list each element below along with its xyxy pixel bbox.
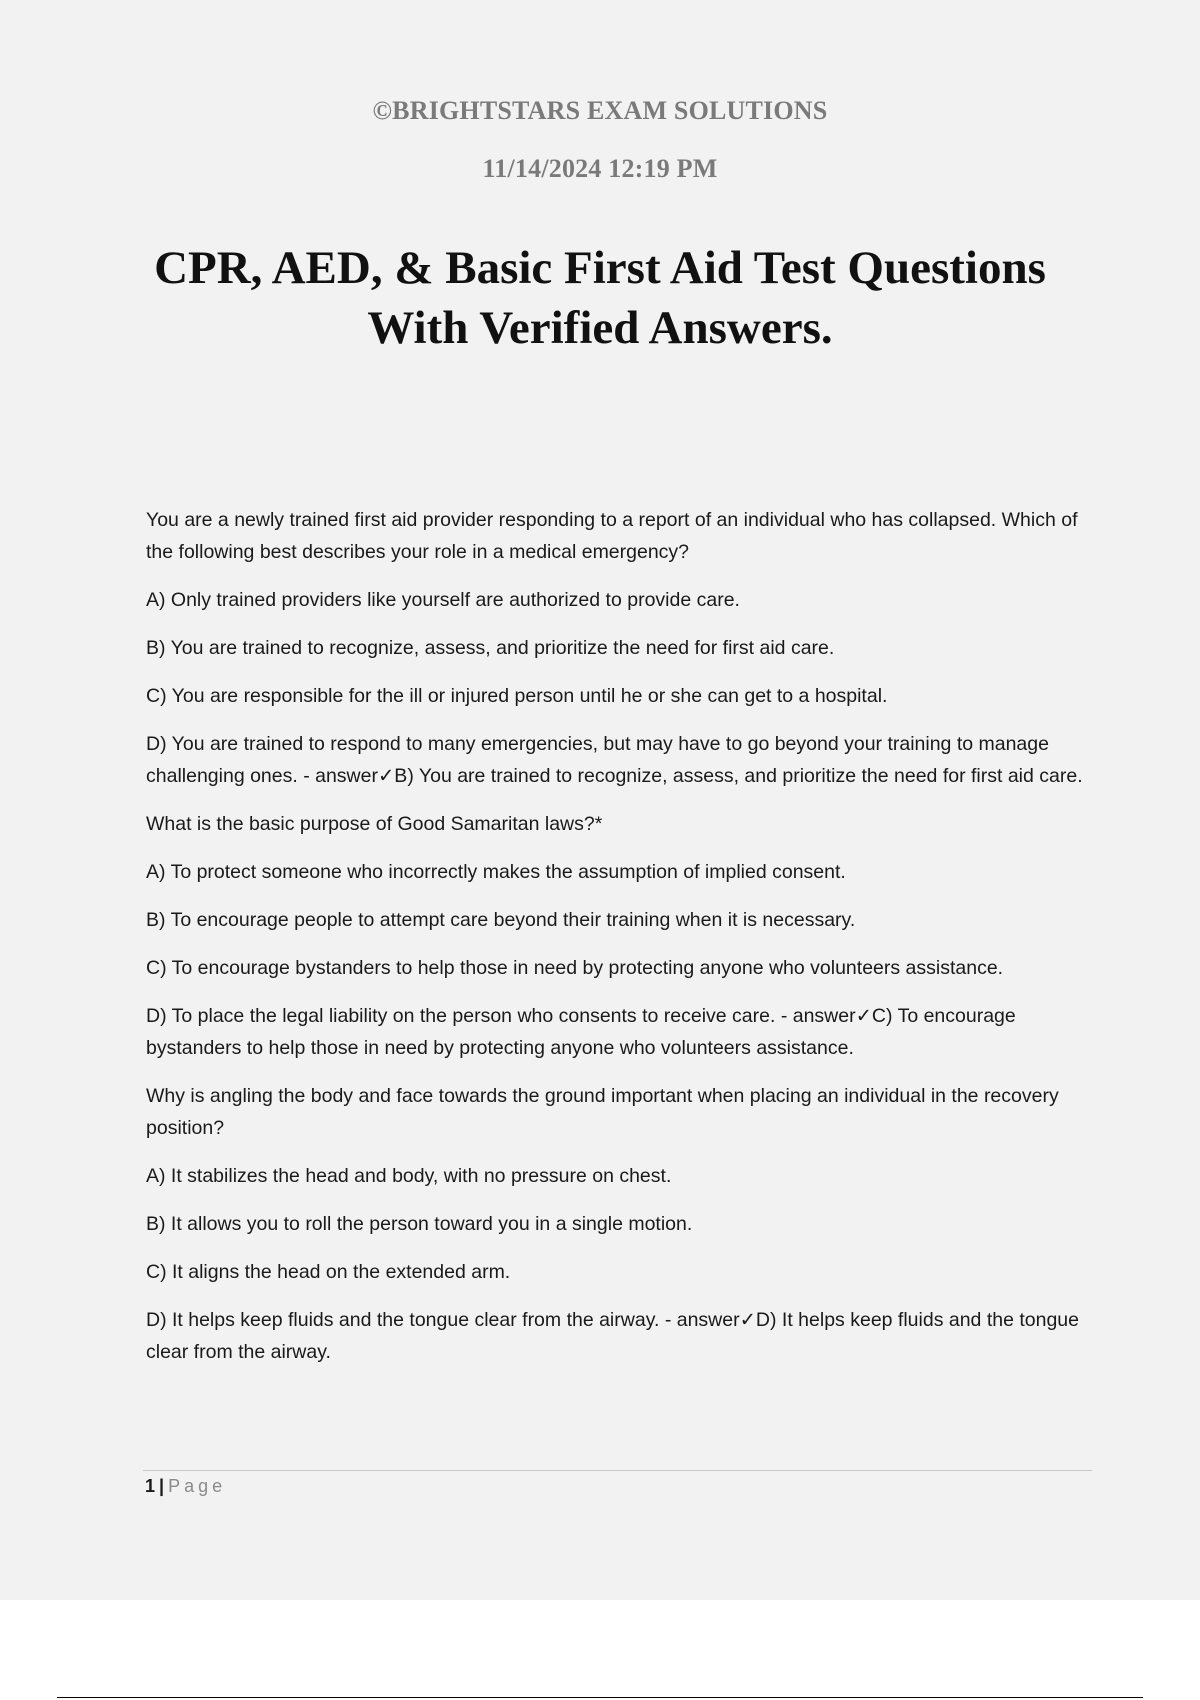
footer-divider (143, 1470, 1092, 1471)
question-1-option-b: B) You are trained to recognize, assess, and prioritize the need for first aid care. (146, 637, 835, 659)
question-1-option-a: A) Only trained providers like yourself are authorized to provide care. (146, 589, 740, 611)
question-body (146, 504, 1096, 1384)
question-3-option-b: B) It allows you to roll the person toward you in a single motion. (146, 1213, 693, 1235)
bottom-divider (57, 1697, 1143, 1698)
question-3-prompt: Why is angling the body and face towards the ground important when placing an individual in the recovery position? (146, 1085, 1059, 1139)
question-2-option-a: A) To protect someone who incorrectly makes the assumption of implied consent. (146, 861, 846, 883)
title-line-1: CPR, AED, & Basic First Aid Test Questions (154, 242, 1046, 294)
question-2-option-c: C) To encourage bystanders to help those in need by protecting anyone who volunteers assistance. (146, 957, 1004, 979)
page-footer (145, 1473, 226, 1499)
page-number: 1 (145, 1476, 156, 1496)
date-time-header: 11/14/2024 12:19 PM (482, 154, 718, 183)
question-3-option-d-answer: D) It helps keep fluids and the tongue clear from the airway. - answer✓D) It helps keep fluids and the tongue clear from the airway. (146, 1309, 1079, 1363)
question-2-prompt: What is the basic purpose of Good Samaritan laws?* (146, 813, 603, 835)
question-3-option-a: A) It stabilizes the head and body, with no pressure on chest. (146, 1165, 672, 1187)
question-1-prompt: You are a newly trained first aid provider responding to a report of an individual who has collapsed. Which of the following best describes your role in a medical emergency? (146, 509, 1078, 563)
question-1-option-c: C) You are responsible for the ill or injured person until he or she can get to a hospital. (146, 685, 888, 707)
question-2-option-d-answer: D) To place the legal liability on the person who consents to receive care. - answer✓C) To encourage bystanders to help those in need by protecting anyone who volunteers assistance. (146, 1005, 1016, 1059)
document-title (100, 238, 1100, 358)
copyright-header: ©BRIGHTSTARS EXAM SOLUTIONS (372, 96, 828, 125)
page-separator: | (159, 1476, 165, 1496)
title-line-2: With Verified Answers. (367, 302, 833, 354)
question-1-option-d-answer: D) You are trained to respond to many emergencies, but may have to go beyond your training to manage challenging ones. - answer✓B) You are trained to recognize, assess, and prioritize the need for first aid care. (146, 733, 1083, 787)
question-2-option-b: B) To encourage people to attempt care beyond their training when it is necessary. (146, 909, 856, 931)
page-label: Page (168, 1476, 227, 1496)
question-3-option-c: C) It aligns the head on the extended arm. (146, 1261, 511, 1283)
